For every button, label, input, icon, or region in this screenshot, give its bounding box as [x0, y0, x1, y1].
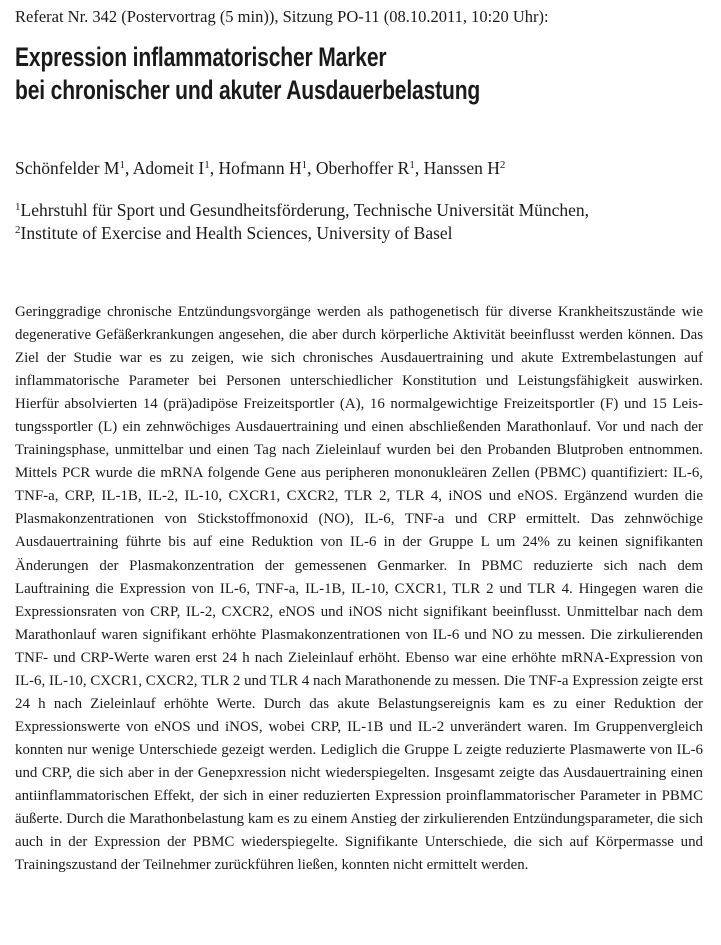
- author-separator: ,: [125, 158, 133, 178]
- affiliation-mark: 1: [15, 201, 21, 213]
- paper-title-line-1: Expression inflammatorischer Marker: [15, 42, 387, 72]
- author: [219, 158, 316, 178]
- author-affiliation-mark: 1: [119, 159, 125, 171]
- author-affiliation-mark: 1: [204, 159, 210, 171]
- affiliation-text: Institute of Exercise and Health Sciences, University of Basel: [20, 223, 453, 243]
- author-separator: ,: [307, 158, 316, 178]
- author-separator: ,: [209, 158, 219, 178]
- author-name: Schönfelder M: [15, 158, 120, 178]
- author-affiliation-mark: 1: [301, 159, 308, 171]
- author-separator: ,: [414, 158, 424, 178]
- abstract-body: Geringgradige chronische Entzündungsvorgänge werden als pathogenetisch für diverse Krankheitszustände wie degenerative Gefäßerkrankungen angesehen, die aber durch körperliche Aktivität beeinflusst werden können. Das Ziel der Studie war es zu zeigen, wie sich chronisches Ausdauertraining und akute Extrembelastungen auf inflammatorische Parameter bei Personen unterschiedlicher Konstitution und Leistungsfähigkeit auswirken. Hierfür absolvierten 14 (prä)adipöse Freizeitsportler (A), 16 normalgewichtige Freizeitsportler (F) und 15 Leistungssportler (L) ein zehnwöchiges Ausdauertraining und einen abschließenden Marathonlauf. Vor und nach der Trainingsphase, unmittelbar und einen Tag nach Zieleinlauf wurden bei den Probanden Blutproben entnommen. Mittels PCR wurde die mRNA folgende Gene aus peripheren mononukleären Zellen (PBMC) quantifiziert: IL-6, TNF-a, CRP, IL-1B, IL-2, IL-10, CXCR1, CXCR2, TLR 2, TLR 4, iNOS und eNOS. Ergänzend wurden die Plasmakonzentrationen von Stickstoffmonoxid (NO), IL-6, TNF-a und CRP ermittelt. Das zehnwöchige Ausdauertraining führte bis auf eine Reduktion von IL-6 in der Gruppe L um 24% zu keinen signifikanten Änderungen der Plasmakonzentration der gemessenen Genmarker. In PBMC reduzierte sich nach dem Lauftraining die Expression von IL-6, TNF-a, IL-1B, IL-10, CXCR1, TLR 2 und TLR 4. Hingegen waren die Expressionsraten von CRP, IL-2, CXCR2, eNOS und iNOS nicht signifikant beeinflusst. Unmittelbar nach dem Marathonlauf waren signifikant erhöhte Plasmakonzentrationen von IL-6 und NO zu messen. Die zirkulierenden TNF- und CRP-Werte waren erst 24 h nach Zieleinlauf erhöht. Ebenso war eine erhöhte mRNA-Expression von IL-6, IL-10, CXCR1, CXCR2, TLR 2 und TLR 4 nach Marathonende zu messen. Die TNF-a Expression zeigte erst 24 h nach Zieleinlauf erhöhte Werte. Durch das akute Belastungsereignis kam es zu einer Reduktion der Expressionswerte von eNOS und iNOS, wobei CRP, IL-1B und IL-2 unverändert waren. Im Gruppenvergleich konnten nur wenige Unterschiede gezeigt werden. Lediglich die Gruppe L zeigte reduzierte Plasmawerte von IL-6 und CRP, die sich aber in der Genepxression nicht wiederspiegelten. Insgesamt zeigte das Ausdauertraining einen antiinflammatorischen Effekt, der sich in einer reduzierten Expression proinflammatorischer Parameter in PBMC äußerte. Durch die Marathonbelastung kam es zu einem Anstieg der zirkulierenden Entzündungsparameter, die sich auch in der Expression der PBMC wiederspiegelte. Signifikante Unterschiede, die sich auf Körpermasse und Trainingszustand der Teilnehmer zurückführen ließen, konnten nicht ermittelt werden.: [15, 304, 703, 874]
- paper-title: [15, 41, 480, 107]
- author-name: Hanssen H: [423, 158, 500, 178]
- affiliation: [15, 199, 589, 222]
- author: [133, 158, 219, 178]
- author-affiliation-mark: 2: [499, 159, 506, 171]
- affiliation-list: [15, 199, 589, 245]
- author-affiliation-mark: 1: [409, 159, 415, 171]
- affiliation-text: Lehrstuhl für Sport und Gesundheitsförderung, Technische Universität München,: [20, 200, 590, 220]
- author: [316, 158, 424, 178]
- author-name: Oberhoffer R: [315, 158, 410, 178]
- author: [15, 158, 133, 178]
- author-name: Hofmann H: [218, 158, 302, 178]
- session-meta-line: Referat Nr. 342 (Postervortrag (5 min)), Sitzung PO-11 (08.10.2011, 10:20 Uhr):: [15, 7, 549, 26]
- author-list: [15, 157, 505, 179]
- author-name: Adomeit I: [132, 158, 205, 178]
- affiliation: [15, 222, 589, 245]
- paper-title-line-2: bei chronischer und akuter Ausdauerbelastung: [15, 75, 481, 105]
- affiliation-mark: 2: [15, 224, 21, 236]
- author: [424, 158, 506, 178]
